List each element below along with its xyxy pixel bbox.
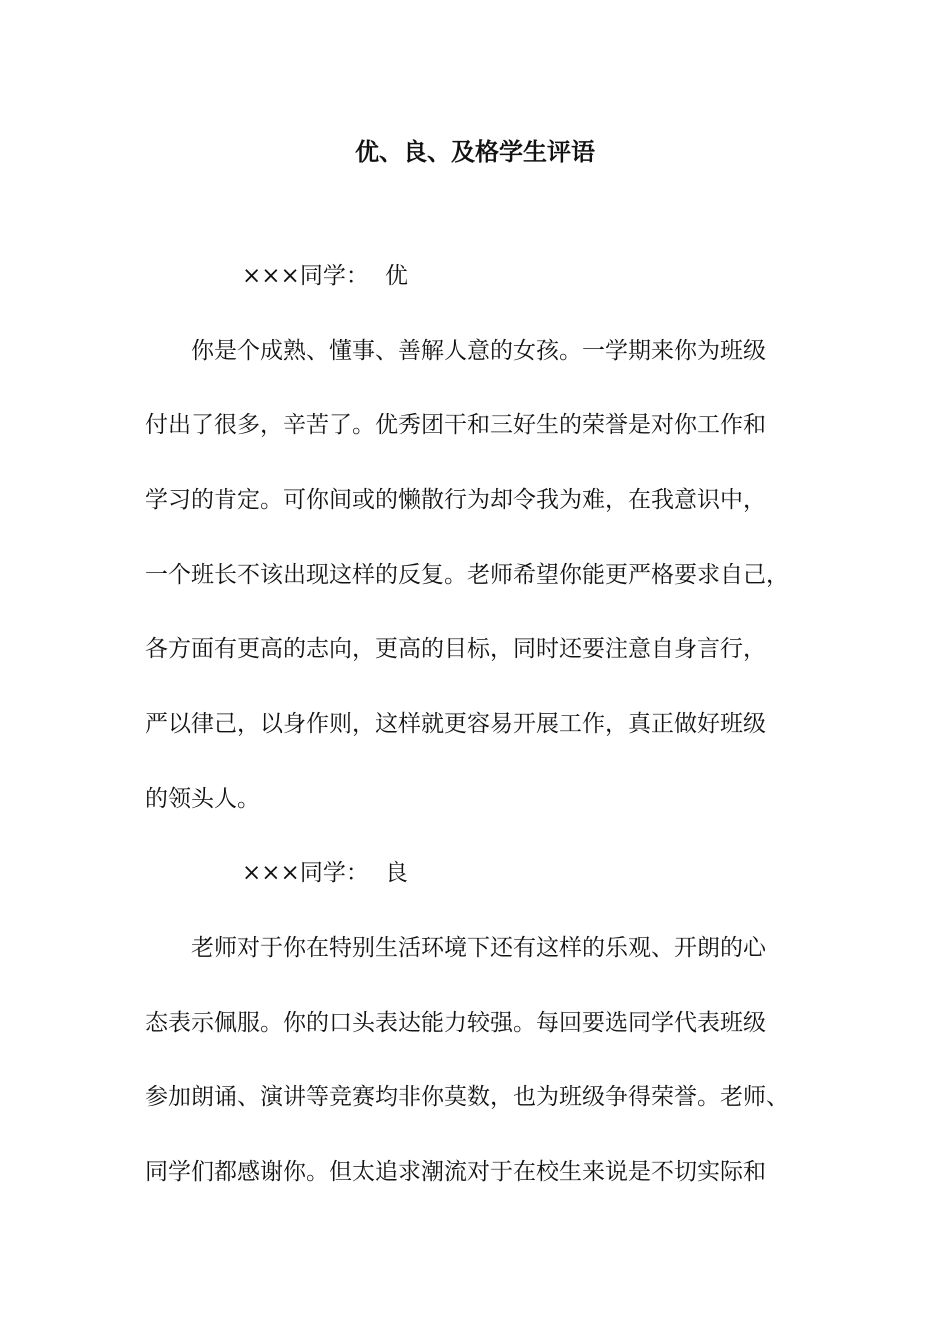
paragraph-line: 学习的肯定。可你间或的懒散行为却令我为难，在我意识中， [145, 487, 766, 513]
paragraph-line: 你是个成熟、懂事、善解人意的女孩。一学期来你为班级 [145, 338, 766, 364]
paragraph-line: 一个班长不该出现这样的反复。老师希望你能更严格要求自己， [145, 562, 789, 588]
salutation-1 [242, 261, 408, 291]
grade-label: 优 [384, 263, 408, 289]
paragraph-line: 付出了很多，辛苦了。优秀团干和三好生的荣誉是对你工作和 [145, 412, 766, 438]
paragraph-line: 老师对于你在特别生活环境下还有这样的乐观、开朗的心 [145, 935, 766, 961]
paragraph-line: 态表示佩服。你的口头表达能力较强。每回要选同学代表班级 [145, 1010, 766, 1036]
salutation-2 [242, 858, 408, 888]
paragraph-line: 参加朗诵、演讲等竞赛均非你莫数，也为班级争得荣誉。老师、 [145, 1084, 789, 1110]
salutation-text: ×××同学： [242, 860, 369, 886]
paragraph-line: 各方面有更高的志向，更高的目标，同时还要注意自身言行， [145, 636, 766, 662]
paragraph-line: 严以律己，以身作则，这样就更容易开展工作，真正做好班级 [145, 711, 766, 737]
salutation-text: ×××同学： [242, 263, 369, 289]
paragraph-line: 同学们都感谢你。但太追求潮流对于在校生来说是不切实际和 [145, 1159, 766, 1185]
grade-label: 良 [384, 860, 408, 886]
document-title: 优、良、及格学生评语 [355, 137, 595, 166]
paragraph-line: 的领头人。 [145, 786, 260, 812]
